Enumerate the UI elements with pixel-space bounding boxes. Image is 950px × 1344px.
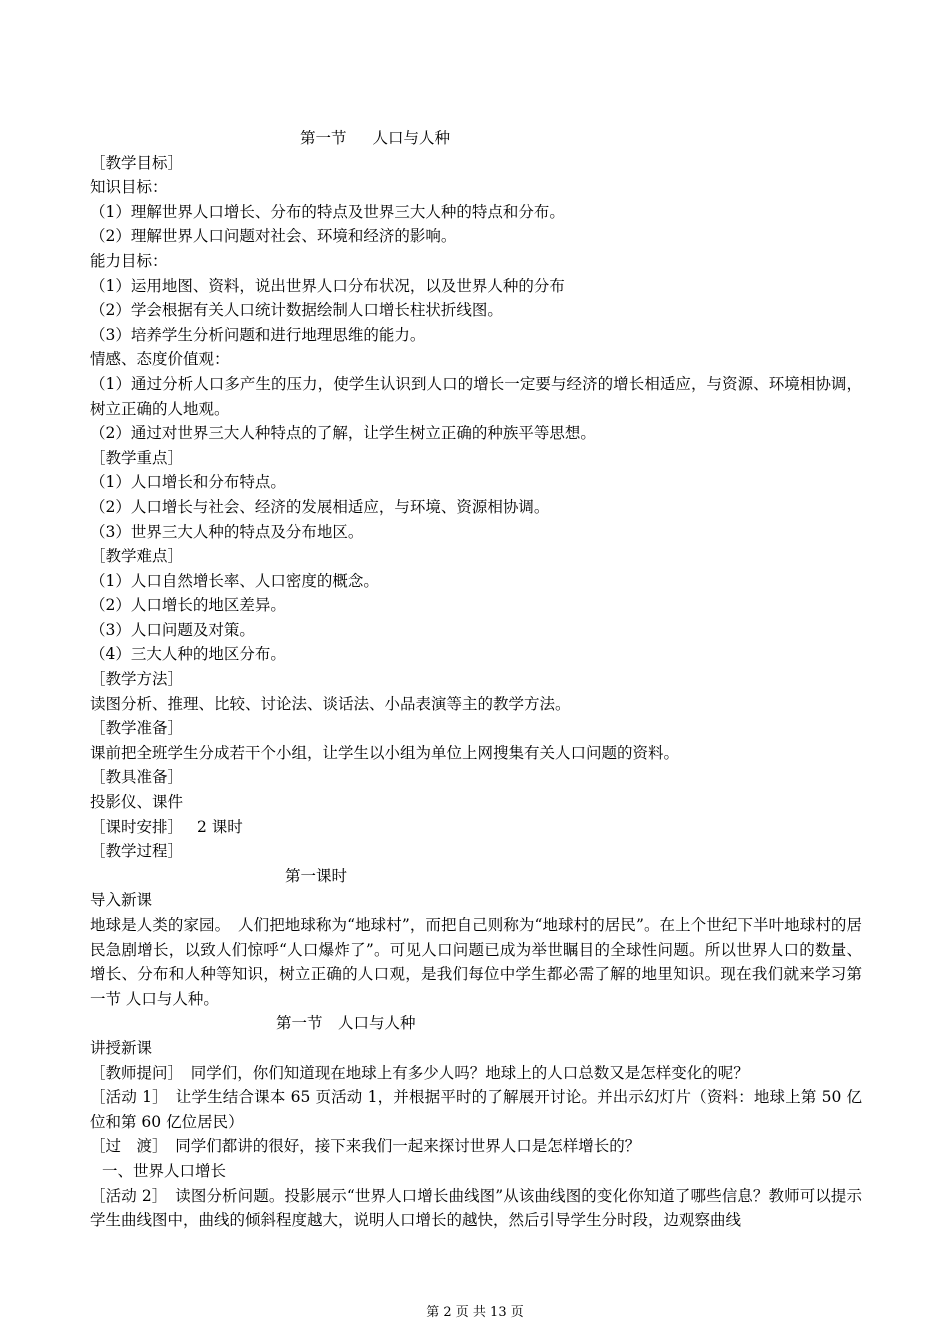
transition: ［过 渡］ 同学们都讲的很好，接下来我们一起来探讨世界人口是怎样增长的？: [90, 1137, 641, 1156]
equipment-text: 投影仪、课件: [90, 793, 184, 812]
ability-item: （2）学会根据有关人口统计数据绘制人口增长柱状折线图。: [90, 301, 503, 320]
section-title: 第一节 人口与人种: [276, 1014, 416, 1033]
label-knowledge: 知识目标：: [90, 178, 168, 197]
activity-1: ［活动 1］ 让学生结合课本 65 页活动 1，并根据平时的了解展开讨论。并出示幻灯片（资料：地球上第 50 亿位和第 60 亿位居民）: [90, 1088, 862, 1131]
difficulty-item: （1）人口自然增长率、人口密度的概念。: [90, 571, 379, 590]
schedule-value: 2 课时: [197, 817, 243, 836]
lesson-title: 第一课时: [285, 866, 348, 885]
heading-schedule: ［课时安排］: [90, 817, 184, 836]
teacher-question: ［教师提问］ 同学们，你们知道现在地球上有多少人吗？地球上的人口总数又是怎样变化的呢？: [90, 1063, 749, 1082]
teach-label: 讲授新课: [90, 1038, 153, 1057]
heading-process: ［教学过程］: [90, 842, 184, 861]
document-title: [90, 126, 862, 151]
heading-preparation: ［教学准备］: [90, 719, 184, 738]
ability-item: （1）运用地图、资料，说出世界人口分布状况，以及世界人种的分布: [90, 276, 565, 295]
heading-key-points: ［教学重点］: [90, 448, 184, 467]
key-point-item: （1）人口增长和分布特点。: [90, 473, 286, 492]
emotion-item: （2）通过对世界三大人种特点的了解，让学生树立正确的种族平等思想。: [90, 424, 596, 443]
key-point-item: （2）人口增长与社会、经济的发展相适应，与环境、资源相协调。: [90, 497, 550, 516]
heading-goals: ［教学目标］: [90, 153, 184, 172]
page-footer: 第 2 页 共 13 页: [426, 1305, 524, 1320]
heading-difficulties: ［教学难点］: [90, 547, 184, 566]
schedule-line: [90, 815, 862, 840]
methods-text: 读图分析、推理、比较、讨论法、谈话法、小品表演等主的教学方法。: [90, 694, 571, 713]
key-point-item: （3）世界三大人种的特点及分布地区。: [90, 522, 364, 541]
title-section: 第一节: [300, 129, 347, 147]
heading-equipment: ［教具准备］: [90, 768, 184, 787]
intro-label: 导入新课: [90, 891, 153, 910]
subheading-population-growth: 一、世界人口增长: [102, 1161, 227, 1180]
knowledge-item: （2）理解世界人口问题对社会、环境和经济的影响。: [90, 227, 457, 246]
preparation-text: 课前把全班学生分成若干个小组，让学生以小组为单位上网搜集有关人口问题的资料。: [90, 743, 680, 762]
knowledge-item: （1）理解世界人口增长、分布的特点及世界三大人种的特点和分布。: [90, 202, 565, 221]
emotion-item: （1）通过分析人口多产生的压力，使学生认识到人口的增长一定要与经济的增长相适应，与资源、环境相协调，树立正确的人地观。: [90, 374, 862, 418]
difficulty-item: （4）三大人种的地区分布。: [90, 645, 286, 664]
activity-2: ［活动 2］ 读图分析问题。投影展示“世界人口增长曲线图”从该曲线图的变化你知道了哪些信息？教师可以提示学生曲线图中，曲线的倾斜程度越大，说明人口增长的越快，然后引导学生分时段，边观察曲线: [90, 1186, 862, 1230]
heading-methods: ［教学方法］: [90, 670, 184, 689]
document-page: [90, 126, 862, 1233]
label-emotion: 情感、态度价值观：: [90, 350, 230, 369]
ability-item: （3）培养学生分析问题和进行地理思维的能力。: [90, 325, 426, 344]
label-ability: 能力目标：: [90, 251, 168, 270]
difficulty-item: （2）人口增长的地区差异。: [90, 596, 286, 615]
title-name: 人口与人种: [372, 129, 451, 147]
difficulty-item: （3）人口问题及对策。: [90, 620, 255, 639]
intro-paragraph: 地球是人类的家园。 人们把地球称为“地球村”，而把自己则称为“地球村的居民”。在上个世纪下半叶地球村的居民急剧增长，以致人们惊呼“人口爆炸了”。可见人口问题已成为举世瞩目的全球性问题。所以世界人口的数量、增长、分布和人种等知识，树立正确的人口观，是我们每位中学生都必需了解的地里知识。现在我们就来学习第一节 人口与人种。: [90, 916, 862, 1008]
